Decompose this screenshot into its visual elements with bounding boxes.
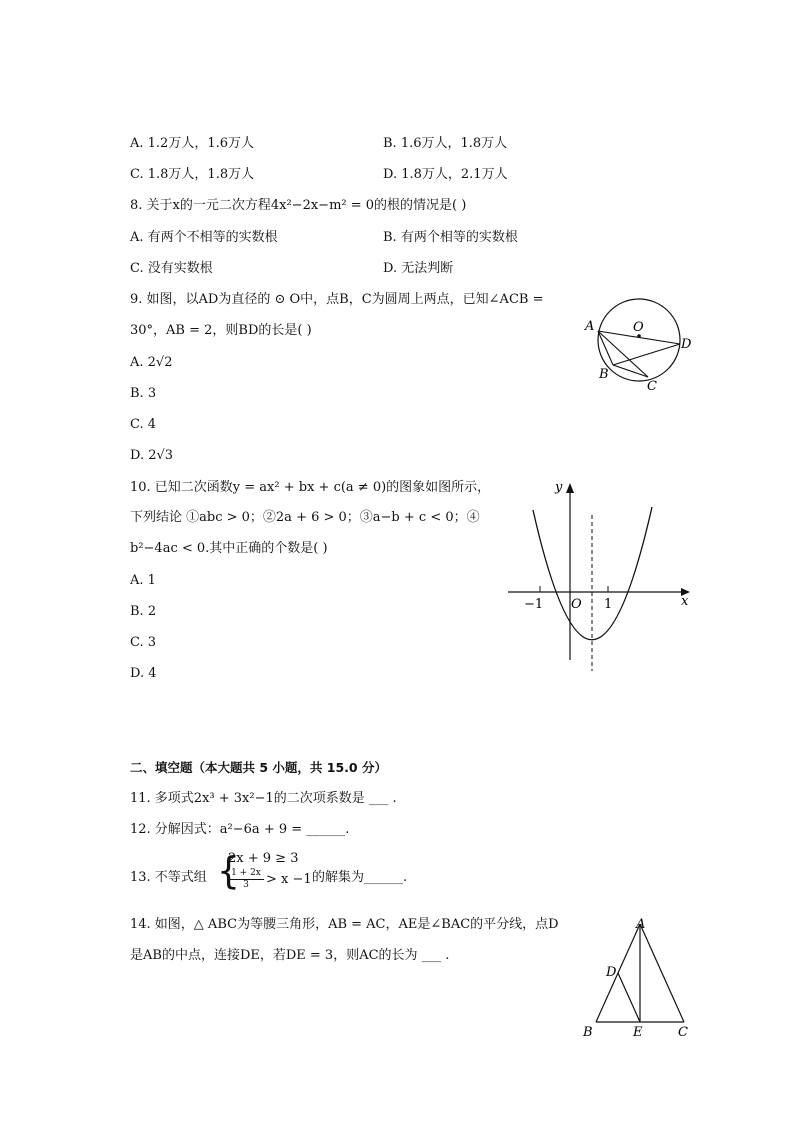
q14-stem-line2: 是AB的中点，连接DE，若DE = 3，则AC的长为 ___ .	[130, 948, 450, 963]
q14-label-b: B	[583, 1025, 593, 1040]
q9-label-b: B	[599, 367, 609, 382]
q8-stem: 8. 关于x的一元二次方程4x²−2x−m² = 0的根的情况是( )	[130, 198, 467, 213]
q10-label-pos1: 1	[604, 597, 613, 612]
q9-label-a: A	[585, 319, 595, 334]
q10-option-d: D. 4	[130, 666, 157, 681]
q14-side-ac	[640, 924, 684, 1022]
q7-option-c: C. 1.8万人，1.8万人	[130, 167, 255, 182]
q10-stem-line2: 下列结论 ①abc > 0；②2a + 6 > 0；③a−b + c < 0；④	[130, 510, 480, 525]
q13-inequality-2-rest: > x −1	[266, 872, 312, 887]
q13-inequality-1: 2x + 9 ≥ 3	[228, 851, 299, 866]
q9-label-c: C	[647, 379, 657, 394]
q10-label-y: y	[555, 480, 563, 495]
q13-fraction	[228, 868, 264, 891]
q10-y-axis-arrow	[566, 483, 574, 493]
q13-brace: {	[217, 849, 240, 893]
q13-prefix: 13. 不等式组	[130, 870, 207, 885]
q9-option-c: C. 4	[130, 417, 157, 432]
q12-text: 12. 分解因式：a²−6a + 9 = ______.	[130, 822, 350, 837]
q14-stem-line1: 14. 如图，△ ABC为等腰三角形，AB = AC，AE是∠BAC的平分线，点D	[130, 917, 559, 932]
q10-option-a: A. 1	[130, 573, 156, 588]
q10-stem-line1: 10. 已知二次函数y = ax² + bx + c(a ≠ 0)的图象如图所示，	[130, 480, 491, 495]
q14-segment-de	[618, 973, 640, 1022]
q7-option-a: A. 1.2万人，1.6万人	[130, 136, 255, 151]
q9-stem-line2: 30°，AB = 2，则BD的长是( )	[130, 323, 312, 338]
q10-parabola-figure	[500, 475, 700, 675]
q14-label-a: A	[636, 917, 646, 932]
q8-option-c: C. 没有实数根	[130, 261, 213, 276]
q13-suffix: 的解集为______.	[312, 870, 408, 885]
q13-fraction-denominator: 3	[243, 880, 249, 890]
q9-label-o: O	[633, 320, 644, 335]
q14-label-c: C	[678, 1025, 688, 1040]
q14-triangle-figure	[578, 912, 698, 1042]
q9-stem-line1: 9. 如图，以AD为直径的 ⊙ O中，点B，C为圆周上两点，已知∠ACB =	[130, 292, 544, 307]
q9-option-b: B. 3	[130, 386, 157, 401]
q8-option-b: B. 有两个相等的实数根	[383, 230, 518, 245]
q11-text: 11. 多项式2x³ + 3x²−1的二次项系数是 ___ .	[130, 791, 397, 806]
q7-option-b: B. 1.6万人，1.8万人	[383, 136, 508, 151]
q10-label-origin: O	[571, 597, 582, 612]
q13-fraction-numerator: 1 + 2x	[228, 868, 264, 880]
q9-circle-figure	[580, 288, 700, 398]
q14-label-e: E	[633, 1025, 643, 1040]
q8-option-a: A. 有两个不相等的实数根	[130, 230, 278, 245]
q8-option-d: D. 无法判断	[383, 261, 454, 276]
q10-label-x: x	[681, 594, 689, 609]
q10-label-neg1: −1	[524, 597, 544, 612]
q9-option-d: D. 2√3	[130, 448, 174, 463]
q10-option-b: B. 2	[130, 604, 157, 619]
q10-stem-line3: b²−4ac < 0.其中正确的个数是( )	[130, 541, 328, 556]
q9-segment-ab	[598, 331, 613, 365]
q10-option-c: C. 3	[130, 635, 157, 650]
q14-label-d: D	[606, 965, 617, 980]
q9-label-d: D	[681, 337, 692, 352]
section2-title: 二、填空题（本大题共 5 小题，共 15.0 分）	[130, 760, 387, 775]
q7-option-d: D. 1.8万人，2.1万人	[383, 167, 508, 182]
q9-option-a: A. 2√2	[130, 355, 173, 370]
